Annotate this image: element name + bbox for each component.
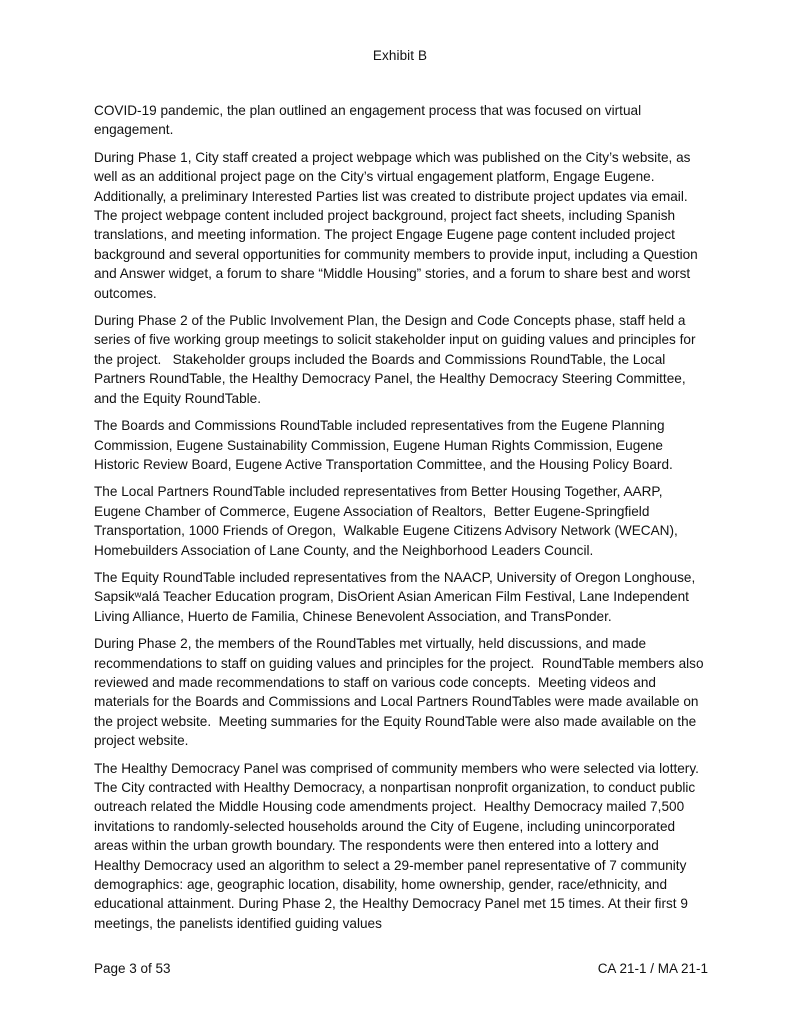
paragraph-healthy-democracy: The Healthy Democracy Panel was comprised of community members who were selected via lottery. The City contracted with Healthy Democracy, a nonpartisan nonprofit organization, to conduct public outreach related the Middle Housing code amendments project. Healthy Democracy mailed 7,500 invitations to randomly-selected households around the City of Eugene, including unincorporated areas within the urban growth boundary. The respondents were then entered into a lottery and Healthy Democracy used an algorithm to select a 29-member panel representative of 7 community demographics: age, geographic location, disability, home ownership, gender, race/ethnicity, and educational attainment. During Phase 2, the Healthy Democracy Panel met 15 times. At their first 9 meetings, the panelists identified guiding values bbox=[94, 760, 703, 931]
page-number: Page 3 of 53 bbox=[94, 961, 171, 976]
paragraph-phase-1: During Phase 1, City staff created a project webpage which was published on the City’s website, as well as an additional project page on the City’s virtual engagement platform, Engage Eugene. Additionally, a preliminary Interested Parties list was created to distribute project updates via email. The project webpage content included project background, project fact sheets, including Spanish translations, and meeting information. The project Engage Eugene page content included project background and several opportunities for community members to provide input, including a Question and Answer widget, a forum to share “Middle Housing” stories, and a forum to share best and worst outcomes. bbox=[94, 149, 702, 301]
body-text bbox=[94, 101, 708, 941]
paragraph-covid-engagement: COVID-19 pandemic, the plan outlined an engagement process that was focused on virtual engagement. bbox=[94, 103, 645, 138]
page-footer bbox=[94, 961, 708, 976]
paragraph-equity-roundtable: The Equity RoundTable included representatives from the NAACP, University of Oregon Longhouse, Sapsikʷalá Teacher Education program, DisOrient Asian American Film Festival, Lane Independent Living Alliance, Huerto de Familia, Chinese Benevolent Association, and TransPonder. bbox=[94, 569, 700, 624]
paragraph-local-partners: The Local Partners RoundTable included representatives from Better Housing Together, AARP, Eugene Chamber of Commerce, Eugene Association of Realtors, Better Eugene-Springfield Transportation, 1000 Friends of Oregon, Walkable Eugene Citizens Advisory Network (WECAN), Homebuilders Association of Lane County, and the Neighborhood Leaders Council. bbox=[94, 484, 682, 558]
paragraph-roundtable-meetings: During Phase 2, the members of the RoundTables met virtually, held discussions, and made recommendations to staff on guiding values and principles for the project. RoundTable members also reviewed and made recommendations to staff on various code concepts. Meeting videos and materials for the Boards and Commissions and Local Partners RoundTables were made available on the project website. Meeting summaries for the Equity RoundTable were also made available on the project website. bbox=[94, 636, 708, 749]
case-number: CA 21-1 / MA 21-1 bbox=[597, 961, 708, 976]
paragraph-phase-2: During Phase 2 of the Public Involvement Plan, the Design and Code Concepts phase, staff held a series of five working group meetings to solicit stakeholder input on guiding values and principles for the project. Stakeholder groups included the Boards and Commissions RoundTable, the Local Partners RoundTable, the Healthy Democracy Panel, the Healthy Democracy Steering Committee, and the Equity RoundTable. bbox=[94, 313, 700, 406]
paragraph-boards-commissions: The Boards and Commissions RoundTable included representatives from the Eugene Planning Commission, Eugene Sustainability Commission, Eugene Human Rights Commission, Eugene Historic Review Board, Eugene Active Transportation Committee, and the Housing Policy Board. bbox=[94, 418, 673, 472]
exhibit-header: Exhibit B bbox=[372, 48, 428, 63]
